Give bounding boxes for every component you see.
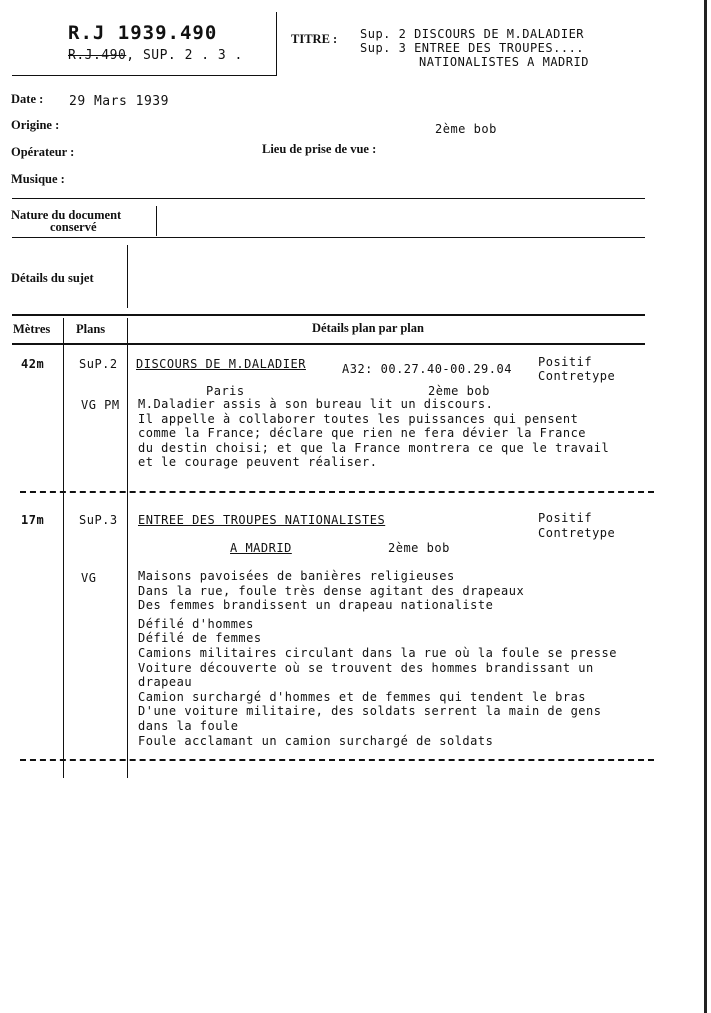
description-line: Défilé d'hommes bbox=[138, 616, 254, 631]
section2-sub-left: A MADRID bbox=[230, 541, 292, 555]
section1-plan: SuP.2 bbox=[79, 357, 118, 371]
handwritten-reference: R.J 1939.490 bbox=[68, 22, 218, 44]
description-line: dans la foule bbox=[138, 718, 239, 733]
section1-type2: Contretype bbox=[538, 369, 616, 383]
date-label: Date : bbox=[11, 92, 44, 106]
section2-type1: Positif bbox=[538, 511, 593, 525]
description-line: Foule acclamant un camion surchargé de soldats bbox=[138, 733, 494, 748]
lieu-label: Lieu de prise de vue : bbox=[262, 142, 377, 156]
ref-box-right-border bbox=[276, 12, 277, 76]
section2-description bbox=[138, 569, 617, 748]
col-details-header: Détails plan par plan bbox=[312, 321, 424, 335]
description-line: comme la France; déclare que rien ne fera dévier la France bbox=[138, 426, 587, 441]
section1-sub-left: Paris bbox=[206, 384, 245, 398]
table-header-bottom-border bbox=[12, 343, 645, 345]
details-sujet-label: Détails du sujet bbox=[11, 271, 94, 285]
nature-label-2: conservé bbox=[50, 220, 97, 234]
section-divider-1 bbox=[20, 491, 654, 493]
section-divider-2 bbox=[20, 759, 654, 761]
section1-description bbox=[138, 397, 609, 470]
titre-line-2: Sup. 3 ENTREE DES TROUPES.... bbox=[360, 41, 585, 55]
titre-line-1: Sup. 2 DISCOURS DE M.DALADIER bbox=[360, 27, 585, 41]
description-line: et le courage peuvent réaliser. bbox=[138, 455, 378, 470]
description-line: Des femmes brandissent un drapeau nationaliste bbox=[138, 598, 494, 613]
origine-value: 2ème bob bbox=[435, 122, 497, 136]
col-divider-1 bbox=[63, 318, 64, 778]
date-value: 29 Mars 1939 bbox=[69, 94, 169, 109]
ref-box-bottom-border bbox=[12, 75, 277, 76]
reference-struck: R.J.490 bbox=[68, 48, 127, 63]
table-top-border bbox=[12, 314, 645, 316]
section1-sub-right: 2ème bob bbox=[428, 384, 490, 398]
description-line: Défilé de femmes bbox=[138, 631, 262, 646]
nature-label: Nature du document bbox=[11, 208, 122, 222]
description-line: du destin choisi; et que la France montrera ce que le travail bbox=[138, 440, 610, 455]
section2-sub-right: 2ème bob bbox=[388, 541, 450, 555]
details-sujet-bracket bbox=[127, 245, 128, 308]
reference-supplements: , SUP. 2 . 3 . bbox=[126, 48, 243, 63]
reference-line bbox=[68, 48, 243, 63]
section1-shot: VG PM bbox=[81, 398, 120, 412]
description-line: drapeau bbox=[138, 675, 193, 690]
description-line: M.Daladier assis à son bureau lit un discours. bbox=[138, 397, 494, 411]
description-line: Maisons pavoisées de banières religieuses bbox=[138, 569, 455, 583]
col-metres-header: Mètres bbox=[13, 322, 51, 336]
description-line: Dans la rue, foule très dense agitant des drapeaux bbox=[138, 583, 525, 598]
description-line: Voiture découverte où se trouvent des hommes brandissant un bbox=[138, 660, 594, 675]
section2-metres: 17m bbox=[21, 513, 45, 527]
nature-bracket bbox=[156, 206, 157, 236]
description-line: D'une voiture militaire, des soldats serrent la main de gens bbox=[138, 704, 602, 719]
section2-shot: VG bbox=[81, 571, 97, 585]
page-edge bbox=[704, 0, 707, 1013]
description-line: Camions militaires circulant dans la rue où la foule se presse bbox=[138, 645, 617, 660]
divider-after-musique bbox=[12, 198, 645, 199]
titre-line-3: NATIONALISTES A MADRID bbox=[419, 55, 589, 69]
col-plans-header: Plans bbox=[76, 322, 106, 336]
divider-after-nature bbox=[12, 237, 645, 238]
section2-title: ENTREE DES TROUPES NATIONALISTES bbox=[138, 513, 386, 527]
origine-label: Origine : bbox=[11, 118, 60, 132]
col-divider-2 bbox=[127, 318, 128, 778]
section1-code: A32: 00.27.40-00.29.04 bbox=[342, 362, 512, 376]
section1-type1: Positif bbox=[538, 355, 593, 369]
description-line: Il appelle à collaborer toutes les puissances qui pensent bbox=[138, 411, 579, 426]
titre-label: TITRE : bbox=[291, 32, 338, 46]
section2-plan: SuP.3 bbox=[79, 513, 118, 527]
operateur-label: Opérateur : bbox=[11, 145, 75, 159]
musique-label: Musique : bbox=[11, 172, 65, 186]
section2-type2: Contretype bbox=[538, 526, 616, 540]
description-line: Camion surchargé d'hommes et de femmes qui tendent le bras bbox=[138, 689, 587, 704]
section1-title: DISCOURS DE M.DALADIER bbox=[136, 357, 306, 371]
section1-metres: 42m bbox=[21, 357, 45, 371]
